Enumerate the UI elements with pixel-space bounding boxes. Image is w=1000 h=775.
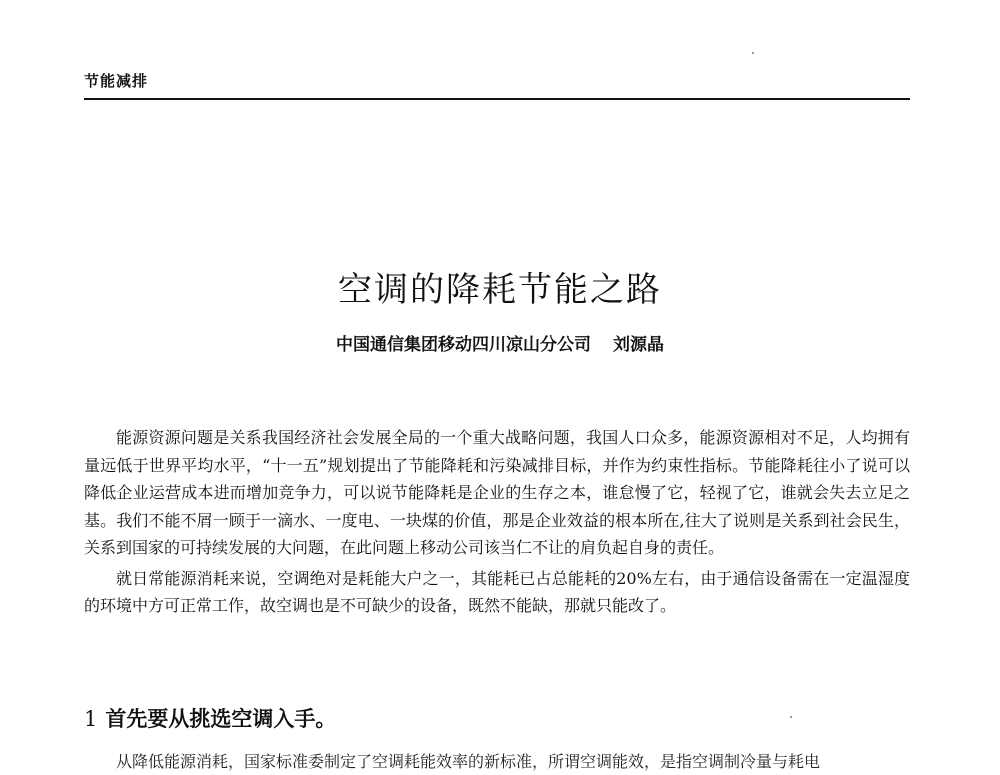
header-rule-divider bbox=[84, 98, 910, 100]
scan-speck bbox=[790, 716, 792, 718]
running-header-section: 节能减排 bbox=[84, 72, 149, 90]
article-byline bbox=[0, 330, 1000, 355]
article-title: 空调的降耗节能之路 bbox=[338, 270, 662, 310]
author-organization: 中国通信集团移动四川凉山分公司 bbox=[336, 335, 591, 355]
section-heading-text: 首先要从挑选空调入手。 bbox=[105, 707, 337, 731]
body-paragraph: 就日常能源消耗来说，空调绝对是耗能大户之一，其能耗已占总能耗的20%左右，由于通信设备需在一定温湿度的环境中方可正常工作，故空调也是不可缺少的设备，既然不能缺，那就只能改了。 bbox=[84, 568, 910, 615]
scan-speck bbox=[752, 52, 754, 54]
article-body bbox=[84, 424, 910, 620]
author-name: 刘源晶 bbox=[613, 335, 664, 355]
section-heading bbox=[84, 703, 336, 733]
partial-paragraph: 从降低能源消耗，国家标准委制定了空调耗能效率的新标准，所谓空调能效，是指空调制冷量与耗电 bbox=[116, 752, 821, 771]
section-number: 1 bbox=[84, 707, 98, 731]
truncated-body-line bbox=[84, 748, 910, 771]
body-paragraph: 能源资源问题是关系我国经济社会发展全局的一个重大战略问题，我国人口众多，能源资源相对不足，人均拥有量远低于世界平均水平，“十一五”规划提出了节能降耗和污染减排目标，并作为约束性指标。节能降耗往小了说可以降低企业运营成本进而增加竞争力，可以说节能降耗是企业的生存之本，谁怠慢了它，轻视了它，谁就会失去立足之基。我们不能不屑一顾于一滴水、一度电、一块煤的价值，那是企业效益的根本所在,往大了说则是关系到社会民生，关系到国家的可持续发展的大问题，在此问题上移动公司该当仁不让的肩负起自身的责任。 bbox=[84, 428, 910, 557]
